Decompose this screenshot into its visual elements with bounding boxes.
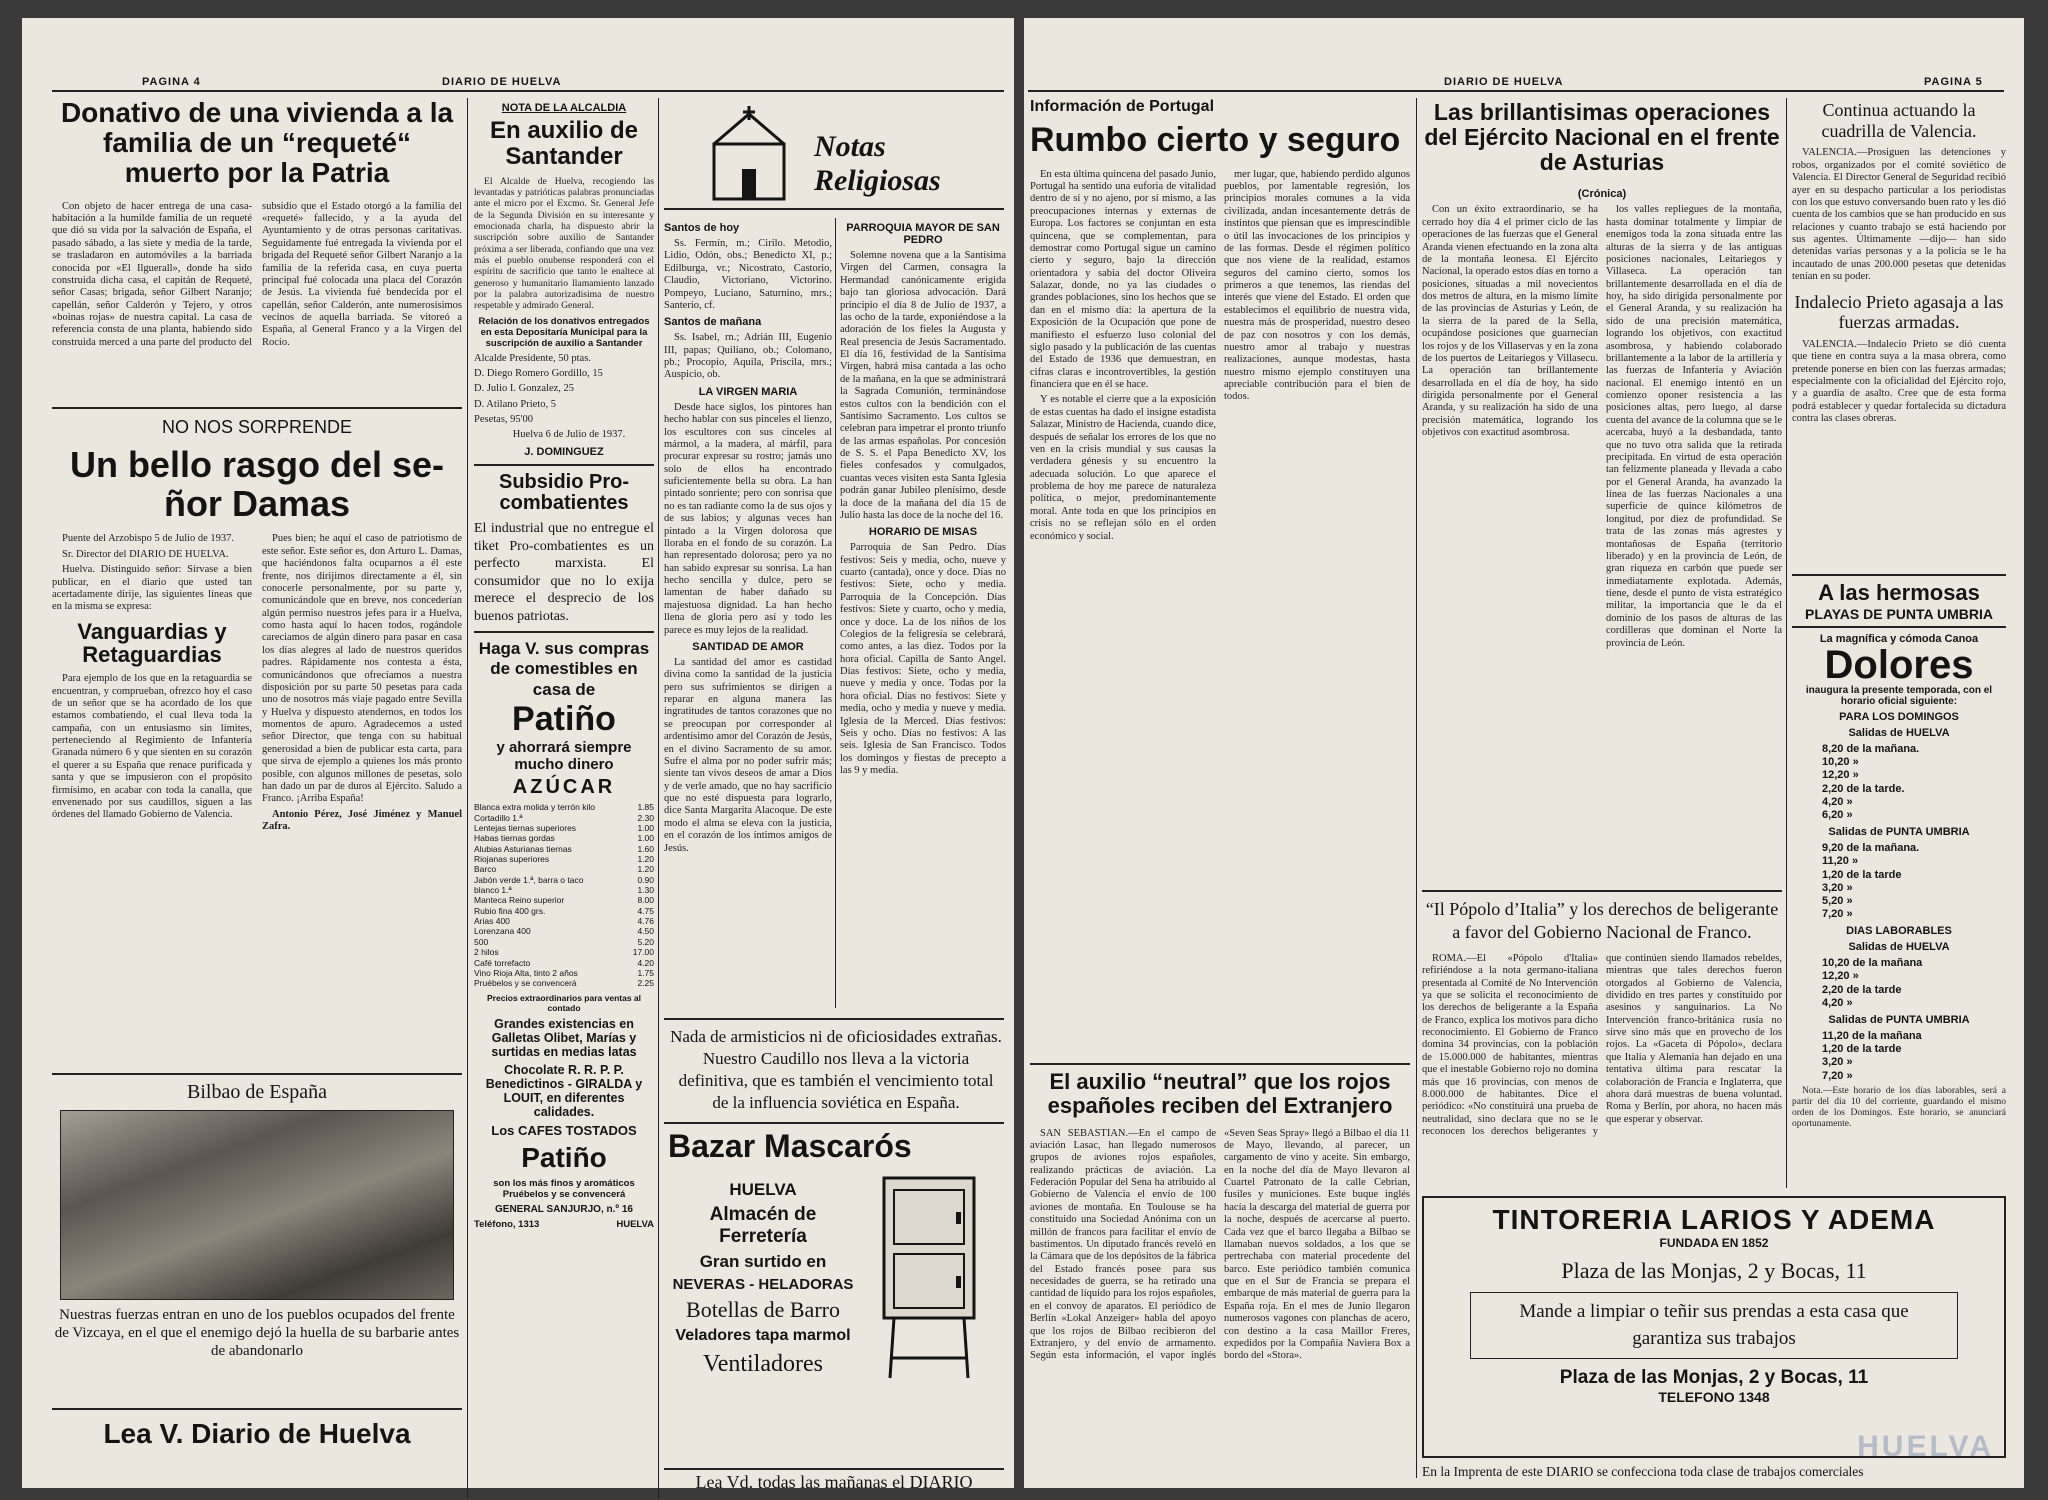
price-item: Pruébelos y se convencerá: [474, 978, 577, 989]
virgen-title: LA VIRGEN MARIA: [698, 385, 798, 398]
playas-line1: A las hermosas: [1818, 580, 1980, 605]
icebox-icon: [864, 1168, 994, 1388]
patino-brand: Patiño: [512, 700, 616, 739]
schedule-time: 10,20 de la mañana: [1822, 957, 1923, 970]
left-page: [22, 18, 1014, 1492]
price-item: Jabón verde 1.ª, barra o taco: [474, 874, 584, 885]
patino-promo: Precios extraordinarios para ventas al contado: [486, 992, 642, 1013]
col-alcaldia: [474, 98, 654, 1474]
asturias-headline: Las brillantisimas operaciones del Ejército Nacional en el frente de Asturias: [1424, 99, 1780, 175]
col-religiosa-2: [840, 218, 1006, 1008]
horario-title: HORARIO DE MISAS: [868, 526, 978, 539]
sal-huelva-2: Salidas de HUELVA: [1848, 941, 1950, 954]
virgen-body: Desde hace siglos, los pintores han hecho hablar con sus pinceles el lienzo, los escultores con sus cinceles al mármol, a la madera, al márfil, para procurar expresar su rostro; jamás uno solo de ellos ha encontrado suficientemente bella su obra. La han pintado sonriente; pero con sonrisa que no es tan radiante como la de sus ojos y de sus labios; y algunas veces han pintado a la Virgen dolorosa que lloraba en el fondo de su corazón. La han representado dolorosa; pero ya no han sabido expresar su sonrisa. La han hecho sencilla y dulce, pero se lamentan de haber dañado su majestuosa dignidad. La han hecho llena de gloria pero así y todo les parece es muy lejos de la realidad.: [664, 401, 832, 636]
price-row: [474, 875, 654, 885]
amor-title: SANTIDAD DE AMOR: [692, 640, 804, 653]
patino-brand-2: Patiño: [521, 1141, 607, 1173]
donation-item: Alcalde Presidente, 50 ptas.: [474, 352, 591, 364]
damas-headline: Un bello rasgo del señor Damas: [69, 443, 445, 524]
asturias-block: [1422, 100, 1782, 890]
patino-chocolate: Chocolate R. R. P. P. Benedictinos - GIRALDA y LOUIT, en diferentes calidades.: [485, 1062, 643, 1119]
schedule-time: 2,20 de la tarde.: [1822, 782, 1905, 795]
schedule-time: 1,20 de la tarde: [1822, 1043, 1902, 1056]
auxilio-body: SAN SEBASTIAN.—En el campo de aviación Lasac, han llegado numerosos grupos de aviones rojos españoles, realizando prácticas de aviación. La Federación Popular del Sena ha atribuido al Gobierno de Valencia el envío de 100 aviones de montaña. En Toulouse se ha constituido una Sociedad Anónima con un millón de francos para facilitar el envío de bastimentos. Un diputado francés reveló en la Cámara que de los depósitos de la fábrica del Estado francés posee para sus necesidades de guerra, se ha retirado una cantidad de líquido para los rojos españoles, en el convoy de aparatos. El periódico de Berlín «Lokal Anzeiger» habla del apoyo que los rojos de Bilbao recibieron del Extranjero, y del envío de armamento. Según esta información, el vapor inglés «Seven Seas Spray» llegó a Bilbao el día 11 de Mayo, llevando, al parecer, un cargamento de vino y aceite. Sin embargo, en la noche del día de Mayo llevaron al Cuartel Patronato de la calle Cebrian, fusiles y municiones. Este buque inglés hacía la descarga del material de guerra por la noche, después de acercarse al puerto. Cada vez que el barco llegaba a Bilbao se llamaban nuevos soldados, a los que se pertrechaba con material procedente del barco. Este periódico también comunica que en el Sur de Francia se prepara el embarque de más material de guerra para la España roja. En el mes de Junio llegaron numerosos vagones con planchas de acero, con destino a la casa Maillor Freres, expedidos por la Compañía Naviera Box a bordo del «Stora».: [1030, 1127, 1410, 1362]
price-value: 1.30: [637, 885, 654, 896]
damas-body1: Huelva. Distinguido señor: Sírvase a bien publicar, en el diario que usted tan acertadamente dirije, las siguientes líneas que en la misma se expresa:: [52, 564, 252, 613]
mascaros-l5: Veladores tapa marmol: [675, 1327, 851, 1344]
alcaldia-date: Huelva 6 de Julio de 1937.: [512, 429, 626, 441]
lea-banner: Lea V. Diario de Huelva: [103, 1418, 411, 1449]
price-item: Lorenzana 400: [474, 926, 531, 937]
donativo-body: Con objeto de hacer entrega de una casa-habitación a la humilde familia de un requeté que dió su vida por la salvación de España, el pasado sábado, a las siete y media de la tarde, se trasladaron en automóviles a la barriada conocida por «El Ilguerall», donde ha sido construida dicha casa, el capitán de Requeté, señor Casas; brigada, señor Gilbert Naranjo; capellán, señor Calderón y Tejero, y otros «boinas rojas» de nuestra capital. La casa de referencia consta de una planta, habiendo sido construida merced a una parte del producto del subsidio que el Estado otorgó a la familia del «requeté» fallecido, y a la ayuda del Ayuntamiento y de otras personas caritativas. Seguidamente fué entregada la vivienda por el brigada del Requeté señor Gilbert Naranjo a la familia de la referida casa, en cuya puerta principal fué colocada una placa del Corazón de Jesús. La vivienda fué bendecida por el capellán, señor Calderón, ante numerosísimos vecinos de aquella barriada. Se vitoreó a España, al General Franco y a la Virgen del Rocío.: [52, 200, 462, 348]
mascaros-name: Bazar Mascarós: [668, 1128, 912, 1164]
price-row: [474, 844, 654, 854]
playas-nota: Nota.—Este horario de los días laborables, será a partir del día 10 del corriente, guardando el mismo orden de los Domingos. Este horario, se anunciará oportunamente.: [1792, 1085, 2006, 1130]
patino-line2: y ahorrará siempre mucho dinero: [496, 739, 632, 774]
price-row: [474, 813, 654, 823]
donation-list: [474, 353, 654, 427]
donativo-headline: Donativo de una vivienda a la familia de un “requeté“ muerto por la Patria: [60, 97, 454, 189]
price-value: 0.90: [637, 874, 654, 885]
playas-line2: PLAYAS DE PUNTA UMBRIA: [1792, 606, 2006, 628]
santos-hoy: Ss. Fermín, m.; Cirilo. Metodio, Lidio, Odón, obs.; Benedicto XI, p.; Edilburga, vr.; Nicostrato, Castorio, Claudio, Victoriano, Victorino. Pompeyo, Luciano, Saturnino, mrs.; Santerio, cf.: [664, 238, 832, 311]
mascaros-l1: Almacén de Ferretería: [709, 1204, 817, 1247]
price-value: 2.30: [637, 812, 654, 823]
schedule-dom-punta: [1792, 842, 2006, 921]
tintoreria-slogan: Mande a limpiar o teñir sus prendas a esta casa que garantiza sus trabajos: [1470, 1292, 1958, 1359]
patino-galletas: Grandes existencias en Galletas Olibet, Marías y surtidas en medias latas: [491, 1016, 637, 1059]
schedule-time: 11,20 »: [1822, 855, 1859, 868]
schedule-time: 10,20 »: [1822, 756, 1859, 769]
portugal-body3: mer lugar, que, habiendo perdido algunos pueblos, por lamentable regresión, los principios morales comunes a la vida civilizada, andan incesantemente detrás de instintos que piensan que es imprescindible o útil las invocaciones de los principios y de las formas. Desde el régimen político que nos viene de la realidad, estamos seguros del camino cierto, somos los primeros a que tenemos, las riendas del interés que viene del Estado. El orden que establecimos el equilibrio de nuestra vida, nuestra más de prosperidad, nuestro deseo de paz con nosotros y con los demás, nuestro amor al trabajo y nuestras realizaciones, aunque modestas, hasta nuestro mismo ejemplo constituyen una apreciable contribución para el bien de todos.: [1224, 168, 1410, 403]
price-value: 17.00: [632, 947, 654, 958]
price-item: Vino Rioja Alta, tinto 2 años: [474, 967, 578, 978]
schedule-time: 7,20 »: [1822, 908, 1853, 921]
price-row: [474, 802, 654, 812]
religiosa-masthead: [664, 100, 1004, 210]
price-row: [474, 823, 654, 833]
mascaros-city: HUELVA: [729, 1180, 797, 1199]
page-number-left: PAGINA 4: [142, 76, 201, 88]
price-row: [474, 968, 654, 978]
schedule-time: 7,20 »: [1822, 1069, 1853, 1082]
price-row: [474, 926, 654, 936]
tintoreria-founded: FUNDADA EN 1852: [1659, 1236, 1769, 1250]
asturias-body2: los valles repliegues de la montaña, hasta dominar totalmente y limpiar de enemigos toda la zona situada entre las alturas de la sierra y de las antiguas posiciones nacionales, Leitariegos y Villaseca. La operación tan brillantemente desarrollada en el día de hoy, ha sido dirigida personalmente por el General Aranda, y su realización ha sido de una precisión matemática, logrando los objetivos, con exactitud asombrosa, y habiendo colaborado brillantemente a la labor de la artillería y las fuerzas de Infantería y Aviación nacional. El enemigo intentó en un comienzo oponer resistencia a las posiciones altas, pero luego, al darse cuenta del avance de la columna que se le acercaba, huyó a la desbandada, tanto que no tuvo otra salida que la retirada precipitada. En virtud de esta operación tan felizmente planeada y llevada a cabo por el General Aranda, ha avanzado la línea de las fuerzas Nacionales a una superficie de quince kilómetros de longitud, por diez de profundidad. Se trata de las zonas más agrestes y montañosas de España (territorio liberado) y en la provincia de León, de gran riqueza en carbón que puede ser inmediatamente explotada. Además, tiene, desde el punto de vista estratégico militar, la importancia que le da el dominio de los pasos de alturas de las cordilleras que dominan el Norte la provincia de León.: [1606, 204, 1782, 649]
price-item: 500: [474, 936, 489, 947]
price-item: Lentejas tiernas superiores: [474, 822, 577, 833]
price-item: Cortadillo 1.ª: [474, 812, 523, 823]
tintoreria-address2: Plaza de las Monjas, 2 y Bocas, 11: [1559, 1367, 1869, 1389]
playas-line4: inaugura la presente temporada, con el horario oficial siguiente:: [1805, 685, 1993, 707]
price-value: 4.76: [637, 916, 654, 927]
asturias-body1: Con un éxito extraordinario, se ha cerrado hoy día 4 el primer ciclo de las operaciones de las fuerzas que el General Aranda vienen efectuando en la zona alta de la montaña leonesa. El Ejército Nacional, la operado estos días en torno a posiciones, situadas a mil novecientos dos metros de altura, en la mismo límite de las provincias de Asturias y León, de la sierra de la pared de la Sella, ocupándose posiciones que guarnecían los rojos y de los Villaservas y en la zona de los puertos de Leitariegos y Villasecu. La operación tan brillantemente desarrollada en el día de hoy, ha sido dirigida personalmente por el General Aranda, y su realización ha sido de una precisión matemática, logrando los objetivos con exactitud asombrosa.: [1422, 204, 1598, 439]
subsidio-body: El industrial que no entregue el tiket Pro-combatientes es un perfecto marxista. El consumidor que no lo exija merece el desprecio de los buenos patriotas.: [474, 521, 654, 624]
valencia-headline: Continua actuando la cuadrilla de Valencia.: [1821, 100, 1977, 141]
prieto-body: VALENCIA.—Indalecio Prieto se dió cuenta que tiene en contra suya a la masa obrera, como pretende ponerse en bien con las fuerzas armadas; especialmente con la oficialidad del Ejército rojo, y a guardia de asalto. Cree que de esta forma podrá establecer y quedar fortalecida su dictadura contra las clases obreras.: [1792, 338, 2006, 425]
playas-boat: Dolores: [1824, 643, 1974, 687]
patino-line1: Haga V. sus compras de comestibles en casa de: [478, 639, 650, 699]
patino-cafes-2: son los más finos y aromáticos Pruébelos y se convencerá: [493, 1177, 635, 1200]
sal-punta-1: Salidas de PUNTA UMBRIA: [1828, 826, 1970, 839]
popolo-block: [1422, 898, 1782, 1188]
price-value: 5.20: [637, 936, 654, 947]
damas-body2: Para ejemplo de los que en la retaguardia se encuentran, y comprueban, ofrezco hoy el caso de un señor que se ha acordado de los que estamos combatiendo, el cual lleva toda la campaña, con un entusiasmo sin límites, perteneciendo al Regimiento de Infantería Granada número 6 y que sienten en su corazón el querer a su España que renace purificada y santa y que se impusieron con el propósito firmísimo, en acabar con toda la canalla, que envenenado por sus caudillos, siguen a las órdenes del llamado Gobierno de Valencia.: [52, 673, 252, 821]
price-row: [474, 958, 654, 968]
armisticio-notice: Nada de armisticios ni de oficiosidades extrañas. Nuestro Caudillo nos lleva a la victoria definitiva, que es también el vencimiento total de la influencia soviética en España.: [670, 1027, 1002, 1113]
valencia-body: VALENCIA.—Prosiguen las detenciones y robos, organizados por el comité soviético de Valencia. El Director General de Seguridad recibió ayer en su despacho particular a los periodistas con los que estuvo conversando buen rato y les dió cuenta de los cambios que se han producido en sus relaciones y cuanto trabajo se está haciendo por sus agentes. Últimamente —dijo— han sido detenidas varias personas y a la policía se le ha incautado de unas 200.000 pesetas que detenidas tenían en su poder.: [1792, 147, 2006, 283]
damas-dateline: Puente del Arzobispo 5 de Julio de 1937.: [62, 533, 235, 545]
alcaldia-kicker: NOTA DE LA ALCALDIA: [501, 102, 627, 114]
schedule-time: 2,20 de la tarde: [1822, 983, 1902, 996]
alcaldia-headline: En auxilio de Santander: [489, 117, 639, 170]
schedule-lab-huelva: [1792, 957, 2006, 1010]
header-rule-right: [1028, 90, 2004, 92]
price-value: 1.00: [637, 833, 654, 844]
popolo-headline: “Il Pópolo d’Italia” y los derechos de beligerante a favor del Gobierno Nacional de Franco.: [1425, 899, 1779, 943]
playas-line3: La magnífica y cómoda Canoa: [1819, 633, 1979, 645]
mascaros-l4: Botellas de Barro: [686, 1297, 840, 1322]
col-donativo-damas: [52, 97, 462, 833]
bilbao-title: Bilbao de España: [187, 1081, 327, 1103]
mascaros-ad: [664, 1128, 1004, 1468]
damas-salute: Sr. Director del DIARIO DE HUELVA.: [62, 548, 229, 560]
donation-item: D. Diego Romero Gordillo, 15: [474, 367, 603, 379]
auxilio-headline: El auxilio “neutral” que los rojos españoles reciben del Extranjero: [1047, 1069, 1393, 1118]
mascaros-l6: Ventiladores: [703, 1351, 823, 1377]
page-number-right: PAGINA 5: [1924, 76, 1983, 88]
imprenta-notice: En la Imprenta de este DIARIO se confecciona toda clase de trabajos comerciales: [1422, 1464, 1864, 1479]
price-value: 1.75: [637, 967, 654, 978]
mascaros-l2: Gran surtido en: [699, 1252, 827, 1271]
portugal-body2: Y es notable el cierre que a la exposición de estas cuentas ha dado el insigne estadista Salazar, Ministro de Hacienda, cuando dice, después de señalar los errores de los que no ven en la crisis mundial y sus causas la verdadera génesis y su encuentro la adecuada solución. Lo que aparece el problema de hoy me parece de naturaleza política, o mejor, predominantemente moral. Ante toda en que los principios en crisis no se reflejan sólo en el orden económico y social.: [1030, 394, 1216, 542]
schedule-time: 3,20 »: [1822, 1056, 1853, 1069]
parroquia-body: Solemne novena que a la Santísima Virgen del Carmen, consagra la Hermandad canónicamente erigida bajo tan gloriosa advocación. Dará principio el día 8 de Julio de 1937, a las ocho de la tarde, exponiéndose a la adoración de los fieles la Augusta y Real presencia de Jesús Sacramentado. El día 16, festividad de la Santísima Virgen, habrá misa cantada a las ocho de la mañana, en la que se administrará la Sagrada Comunión, terminándose estos cultos con la bendición con el Santísimo Sacramento. Los cultos se celebran para impetrar el pronto triunfo de las armas españolas. Por concesión de S. S. el Papa Benedicto XV, los fieles confesados y comulgados, cuantas veces visiten esta Santa Iglesia podrán ganar Jubileo plenísimo, desde la doce de la mañana del día 15 de Julio hasta las doce de la noche del 16.: [840, 250, 1006, 521]
tintoreria-address1: Plaza de las Monjas, 2 y Bocas, 11: [1561, 1258, 1867, 1283]
price-value: 4.20: [637, 957, 654, 968]
price-item: 2 hilos: [474, 947, 499, 958]
damas-kicker: NO NOS SORPRENDE: [161, 416, 353, 437]
subsidio-headline: Subsidio Pro-combatientes: [499, 470, 629, 515]
price-item: Rubio fina 400 grs.: [474, 905, 546, 916]
price-item: blanco 1.ª: [474, 885, 512, 896]
schedule-dom-huelva: [1792, 743, 2006, 822]
price-row: [474, 854, 654, 864]
amor-body: La santidad del amor es castidad divina como la santidad de la justicia pero sus sufrimientos se dirigen a reparar en alguna manera las ingratitudes de tantos corazones que no se preocupan por corresponder al ardentísimo amor del Corazón de Jesús, en el divino Sacramento de su amor. Sufre el alma por no poder sufrir más; siente tan vivos deseos de amar a Dios y de verle amado, que no hay sacrificio que no esté dispuesta para lograrlo, dice Santa Margarita Alacoque. De este modo el alma se eleva con la justicia, en el corazón de los íntimos amigos de Jesús.: [664, 656, 832, 854]
parroquia-title: PARROQUIA MAYOR DE SAN PEDRO: [846, 222, 1000, 246]
schedule-time: 3,20 »: [1822, 881, 1853, 894]
portugal-block: [1030, 98, 1410, 1058]
donation-item: D. Atilano Prieto, 5: [474, 398, 556, 410]
price-value: 8.00: [637, 895, 654, 906]
horario-body: Parroquia de San Pedro. Días festivos: Seis y media, ocho, nueve y cuarto (cantada), once y doce. Días no festivos: Siete, ocho y media. Parroquia de la Concepción. Días festivos: Siete y cuarto, ocho y media, once y doce. La de los niños de los Colegios de la feligresía se celebrará, como antes, a las diez. Todos por la hora oficial. Capilla de Santo Angel. Días festivos: Siete, ocho y media, nueve y media y once. Todas por la hora oficial. Días no festivos: Siete y media, ocho y media y nueve y media. Iglesia de la Merced. Días festivos: Seis y ocho. Días no festivos: A las seis. Iglesia de San Francisco. Todos los domingos y fiestas de precepto a las 9 y media.: [840, 542, 1006, 776]
price-row: [474, 885, 654, 895]
donation-item: Pesetas, 95'00: [474, 414, 534, 426]
tintoreria-phone: TELEFONO 1348: [1658, 1389, 1770, 1406]
price-item: Barco: [474, 864, 497, 875]
masthead-right: DIARIO DE HUELVA: [1444, 76, 1564, 88]
price-value: 1.85: [637, 802, 654, 813]
price-item: Habas tiernas gordas: [474, 833, 555, 844]
tintoreria-ad: [1422, 1196, 2006, 1458]
patino-cafes: Los CAFES TOSTADOS: [491, 1122, 637, 1138]
price-value: 1.20: [637, 864, 654, 875]
portugal-kicker: Información de Portugal: [1030, 98, 1215, 115]
schedule-time: 6,20 »: [1822, 808, 1853, 821]
price-value: 2.25: [637, 978, 654, 989]
schedule-time: 9,20 de la mañana.: [1822, 842, 1920, 855]
price-list: [474, 802, 654, 988]
price-item: Blanca extra molida y terrón kilo: [474, 802, 595, 813]
damas-signature: Antonio Pérez, José Jiménez y Manuel Zafra.: [262, 808, 462, 833]
religiosa-title: Notas Religiosas: [814, 130, 941, 197]
price-row: [474, 833, 654, 843]
price-item: Manteca Reino superior: [474, 895, 565, 906]
price-item: Café torrefacto: [474, 957, 531, 968]
alcaldia-list-title: Relación de los donativos entregados en esta Depositaría Municipal para la suscripción de auxilio a Santander: [478, 315, 650, 349]
damas-body3: Pues bien; he aquí el caso de patriotismo de este señor. Este señor es, don Arturo L. Damas, que haciéndonos falta ocuparnos a él este frente, nos dirijimos directamente a él, sin conocerle personalmente, por su parte y, comunicándole que en breve, nos concederían algún permiso nuestros jefes para ir a Huelva, como hasta aquí lo hacen todos, rogándole careciamos de algún dinero para pasar en casa los días alegres al lado de nuestros queridos padres. Rápidamente nos contesta a ésta, comunicándonos que ofrecíamos a nuestra disposición por su parte 50 pesetas para cada uno de nosotros más viaje pagado entre Sevilla y Huelva y dispuesto atendernos, en todos los momentos de apuro. Agradecemos a usted señor Director, que tenga con su habitual generosidad a bien de publicar esta carta, para que sirva de ejemplo a quienes los más pronto posible, con algunos millones de pesetas, solo han dado un par de duros al Ejército. Saludo a Franco. ¡Arriba España!: [262, 533, 462, 805]
alcaldia-body: El Alcalde de Huelva, recogiendo las levantadas y patrióticas palabras pronunciadas ante el micro por el Excmo. Sr. General Jefe de la Segunda División en su interesante y emocionada charla, ha dispuesto abrir la suscripción sobre auxilio de Santander próxima a ser liberada, confiando que una vez más el pueblo onubense responderá con el espíritu de sacrificio que tanto le enaltece al generoso y humanitario llamamiento lanzado por la palabra autorizadísima de nuestro respetable y admirado General.: [474, 175, 654, 312]
patino-sugar: AZÚCAR: [512, 776, 616, 799]
schedule-time: 4,20 »: [1822, 795, 1853, 808]
playas-domingos: PARA LOS DOMINGOS: [1839, 711, 1959, 723]
price-row: [474, 937, 654, 947]
schedule-time: 8,20 de la mañana.: [1822, 743, 1920, 755]
price-row: [474, 916, 654, 926]
price-row: [474, 864, 654, 874]
price-value: 4.50: [637, 926, 654, 937]
masthead-left: DIARIO DE HUELVA: [442, 76, 562, 88]
alcaldia-signature: J. DOMINGUEZ: [524, 445, 604, 458]
price-value: 1.60: [637, 843, 654, 854]
patino-address: GENERAL SANJURJO, n.º 16: [495, 1203, 633, 1215]
archive-watermark: HUELVA: [1857, 1430, 1994, 1463]
sal-punta-2: Salidas de PUNTA UMBRIA: [1828, 1014, 1970, 1026]
playas-ad: [1792, 580, 2006, 1186]
schedule-time: 12,20 »: [1822, 970, 1859, 983]
valencia-block: [1792, 100, 2006, 570]
price-row: [474, 978, 654, 988]
bilbao-block: [52, 1073, 462, 1403]
santos-manana-title: Santos de mañana: [664, 316, 762, 329]
header-rule: [52, 90, 1004, 92]
patino-phone: Teléfono, 1313: [474, 1218, 540, 1230]
price-item: Arias 400: [474, 916, 510, 927]
schedule-time: 5,20 »: [1822, 894, 1853, 907]
prieto-headline: Indalecio Prieto agasaja a las fuerzas armadas.: [1794, 291, 2004, 333]
price-value: 4.75: [637, 905, 654, 916]
price-row: [474, 947, 654, 957]
schedule-time: 4,20 »: [1822, 996, 1853, 1009]
damas-subhead: Vanguardias y Retaguardias: [77, 618, 227, 668]
donation-item: D. Julio I. Gonzalez, 25: [474, 383, 575, 395]
price-value: 1.20: [637, 853, 654, 864]
bilbao-photo: [60, 1110, 454, 1300]
santos-hoy-title: Santos de hoy: [664, 222, 740, 234]
patino-city: HUELVA: [616, 1218, 654, 1230]
santos-manana: Ss. Isabel, rn.; Adrián III, Eugenio III, papas; Quiliano, ob.; Colomano, pb.; Procopio, Aquila, Priscila, mrs.; Auspicio, ob.: [664, 332, 832, 381]
price-item: Riojanas superiores: [474, 853, 550, 864]
price-item: Alubias Asturianas tiernas: [474, 843, 572, 854]
asturias-kicker: (Crónica): [1577, 188, 1627, 201]
auxilio-neutral-block: [1030, 1070, 1410, 1480]
church-icon: [694, 104, 804, 204]
schedule-time: 1,20 de la tarde: [1822, 868, 1902, 881]
price-row: [474, 895, 654, 905]
playas-laborables: DIAS LABORABLES: [1846, 925, 1952, 938]
tintoreria-name: TINTORERIA LARIOS Y ADEMA: [1492, 1204, 1936, 1235]
bilbao-caption: Nuestras fuerzas entran en uno de los pueblos ocupados del frente de Vizcaya, en el que el enemigo dejó la huella de su barbarie antes de abandonarlo: [54, 1307, 460, 1359]
portugal-headline: Rumbo cierto y seguro: [1030, 121, 1401, 159]
price-row: [474, 906, 654, 916]
schedule-time: 12,20 »: [1822, 769, 1859, 782]
price-value: 1.00: [637, 822, 654, 833]
right-page: [1024, 18, 2024, 1488]
popolo-body: ROMA.—El «Pópolo d'Italia» refiriéndose a la nota germano-italiana presentada al Comité de No Intervención ya que se solicita el reconocimiento de los derechos de beligerante a la España de Franco, explica los motivos para dicho reconocimiento. El Gobierno de Franco domina 34 provincias, con la población de 15.000.000 de habitantes, mientras que el inestable Gobierno rojo no domina más que 16 provincias, con menos de 8.000.000 de habitantes. Dice el periódico: «No constituirá una prueba de neutralidad, sino declara que no se le reconocen los derechos beligerantes y que continúen siendo llamados rebeldes, mientras que tales derechos fueron otorgados al Gobierno de Valencia, dividido en tres partes y constituido por asesinos y sanguinarios. La No Intervención franco-británica rusia no sirve sino más que en provecho de los rojos. La «Gaceta di Pópolo», declara que Italia y Alemania han dejado en una tentativa última para rescatar la colaboración de Francia e Inglaterra, que ahora dará muestras de buena voluntad. Roma y Berlín, por ahora, no hacen más que esperar y observar.: [1422, 952, 1782, 1138]
schedule-time: 11,20 de la mañana: [1822, 1030, 1922, 1042]
lea-footer: Lea Vd. todas las mañanas el DIARIO: [695, 1472, 973, 1492]
mascaros-l3: NEVERAS - HELADORAS: [672, 1276, 854, 1293]
schedule-lab-punta: [1792, 1030, 2006, 1083]
col-religiosa-1: [664, 218, 832, 1008]
portugal-body1: En esta última quincena del pasado Junio, Portugal ha sentido una euforia de vitalidad dentro de sí y no ajeno, por sí mismo, a las preocupaciones internas y externas de Europa. Los factores se conjuntan en esta quincena, que se complementan, para demostrar como Portugal sigue un camino cierto y seguro, bajo la dirección orientadora y sabia del doctor Oliveira Salazar, donde, no ya las ciudades o grandes poblaciones, sino los hechos que se dan en el mismo día: la apertura de la Exposición de la Ocupación que pone de manifiesto el esfuerzo luso colonial del siglo pasado y la publicación de las cuentas del Estado de 1936 que demuestran, en cifras claras e incontrovertibles, la gestión financiera que en él se hace.: [1030, 168, 1216, 391]
sal-huelva-1: Salidas de HUELVA: [1848, 727, 1950, 739]
